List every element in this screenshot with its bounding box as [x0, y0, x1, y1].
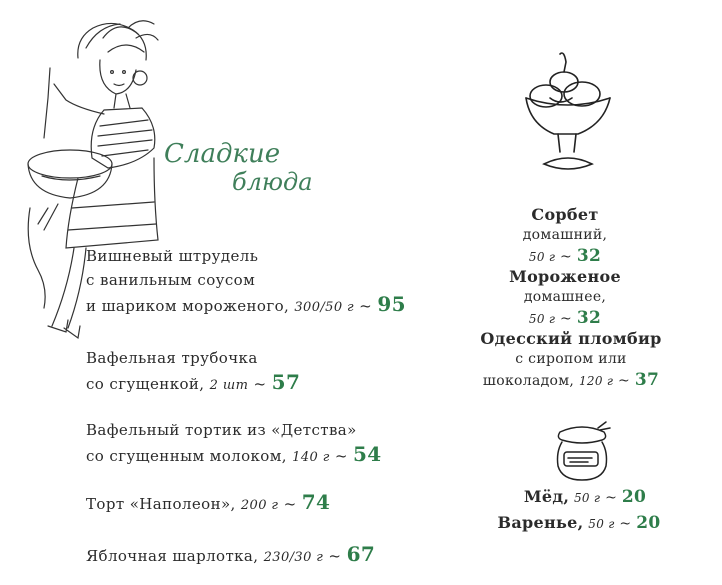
section-title: [160, 132, 360, 202]
menu-item-wafer-roll: [86, 346, 300, 398]
item-price: 74: [301, 490, 331, 514]
item-tilde: ~: [253, 375, 267, 393]
item-desc: с сиропом или: [515, 351, 627, 367]
item-name: Яблочная шарлотка,: [86, 547, 259, 565]
menu-item-ice-cream: [480, 266, 650, 330]
ice-cream-cup-icon: [520, 48, 616, 176]
item-price: 95: [377, 292, 406, 316]
menu-item-plombir: [476, 328, 666, 392]
item-tilde: ~: [334, 447, 348, 465]
item-quantity: 50 г: [528, 312, 556, 326]
item-name: Одесский пломбир: [480, 329, 662, 348]
item-price: 57: [271, 370, 301, 394]
item-price: 54: [352, 442, 382, 466]
item-quantity: 120 г: [578, 374, 614, 388]
menu-item-sorbet: [480, 204, 650, 268]
item-quantity: 50 г: [588, 517, 615, 531]
item-quantity: 200 г: [240, 498, 279, 513]
item-quantity: 140 г: [292, 450, 330, 465]
menu-item-jam: [494, 512, 664, 535]
item-desc: со сгущенкой,: [86, 375, 205, 393]
item-tilde: ~: [619, 516, 632, 532]
item-price: 32: [576, 246, 602, 266]
item-name: Вишневый штрудель: [86, 247, 259, 265]
item-price: 37: [634, 370, 660, 390]
item-quantity: 50 г: [573, 491, 601, 505]
item-name: Варенье,: [497, 513, 584, 532]
item-tilde: ~: [283, 495, 297, 513]
item-price: 32: [576, 308, 602, 328]
item-desc: домашнее,: [523, 289, 607, 305]
item-quantity: 230/30 г: [263, 550, 324, 565]
menu-item-napoleon: [86, 490, 330, 518]
item-name: Мёд,: [523, 487, 570, 506]
item-desc: и шариком мороженого,: [86, 297, 290, 315]
item-name: Сорбет: [531, 205, 599, 224]
item-name: Торт «Наполеон»,: [86, 495, 236, 513]
item-price: 20: [621, 487, 647, 507]
item-desc: с ванильным соусом: [86, 271, 256, 289]
section-title-line1: Сладкие: [164, 139, 281, 169]
item-tilde: ~: [560, 249, 573, 265]
item-quantity: 2 шт: [209, 378, 249, 393]
item-tilde: ~: [605, 490, 618, 506]
jam-jar-icon: [550, 418, 614, 484]
item-desc: домашний,: [522, 227, 608, 243]
item-tilde: ~: [359, 297, 373, 315]
menu-item-honey: [500, 486, 670, 509]
item-tilde: ~: [328, 547, 342, 565]
item-name: Вафельная трубочка: [86, 349, 258, 367]
item-tilde: ~: [618, 373, 631, 389]
item-price: 67: [346, 542, 376, 566]
item-name: Вафельный тортик из «Детства»: [86, 421, 357, 439]
item-desc: шоколадом,: [482, 373, 575, 389]
section-title-line2: блюда: [232, 168, 313, 196]
menu-item-charlotte: [86, 542, 375, 570]
menu-item-strudel: [86, 244, 406, 320]
item-quantity: 300/50 г: [294, 300, 354, 315]
item-quantity: 50 г: [528, 250, 556, 264]
item-desc: со сгущенным молоком,: [86, 447, 287, 465]
item-tilde: ~: [560, 311, 573, 327]
menu-item-wafer-cake: [86, 418, 382, 470]
item-price: 20: [636, 513, 661, 533]
item-name: Мороженое: [509, 267, 621, 286]
